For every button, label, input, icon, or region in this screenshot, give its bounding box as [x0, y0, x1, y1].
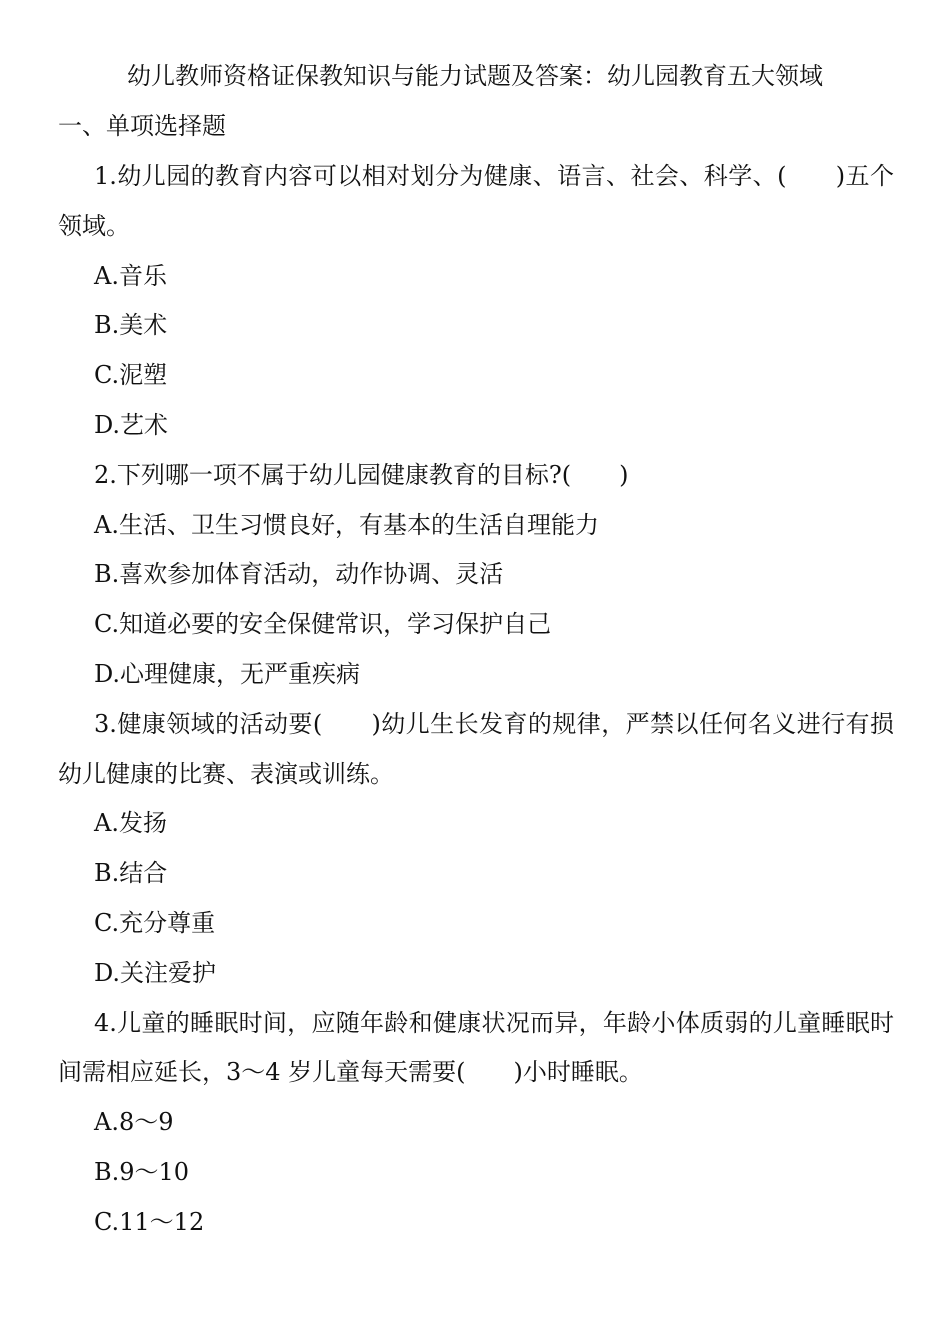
question-option: B.喜欢参加体育活动，动作协调、灵活 [94, 560, 504, 589]
section-heading: 一、单项选择题 [58, 112, 226, 140]
question-option: C.知道必要的安全保健常识，学习保护自己 [94, 610, 552, 639]
question-option: B.美术 [94, 311, 168, 340]
question-stem: 4.儿童的睡眠时间，应随年龄和健康状况而异，年龄小体质弱的儿童睡眠时间需相应延长，3～4 岁儿童每天需要( )小时睡眠。 [58, 1008, 894, 1087]
question-3 [58, 700, 894, 999]
question-option: D.心理健康，无严重疾病 [94, 659, 361, 688]
question-option: D.关注爱护 [94, 958, 217, 987]
question-stem: 3.健康领域的活动要( )幼儿生长发育的规律，严禁以任何名义进行有损幼儿健康的比赛、表演或训练。 [58, 709, 894, 788]
question-option: C.泥塑 [94, 361, 168, 390]
question-option: A.发扬 [94, 809, 167, 838]
question-option: A.生活、卫生习惯良好，有基本的生活自理能力 [94, 510, 599, 539]
question-stem: 1.幼儿园的教育内容可以相对划分为健康、语言、社会、科学、( )五个领域。 [58, 162, 894, 240]
question-list [58, 152, 894, 1248]
question-option: A.8～9 [94, 1108, 174, 1137]
question-option: B.9～10 [94, 1157, 190, 1186]
question-stem: 2.下列哪一项不属于幼儿园健康教育的目标?( ) [94, 460, 629, 489]
question-option: C.11～12 [94, 1207, 205, 1236]
question-2 [58, 451, 894, 700]
question-option: D.艺术 [94, 410, 169, 439]
question-4 [58, 999, 894, 1248]
question-option: A.音乐 [94, 261, 167, 290]
question-option: B.结合 [94, 859, 168, 888]
question-option: C.充分尊重 [94, 908, 216, 937]
document-title: 幼儿教师资格证保教知识与能力试题及答案：幼儿园教育五大领域 [127, 62, 823, 90]
question-1 [58, 152, 894, 451]
